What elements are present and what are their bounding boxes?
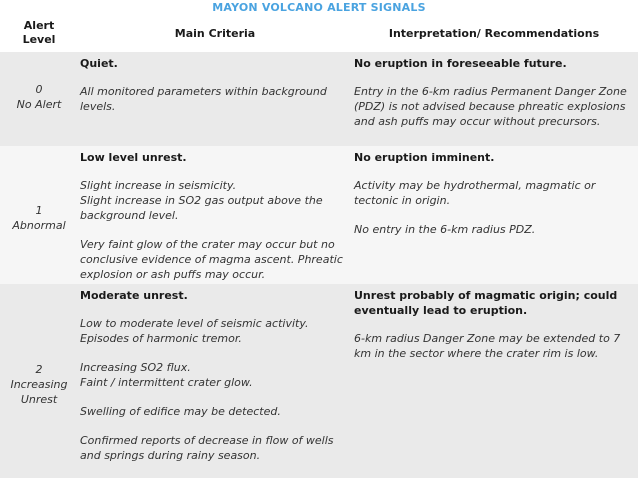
level-cell [0,362,78,407]
interpretation-text: No entry in the 6-km radius PDZ. [354,223,536,236]
interpretation-text: Activity may be hydrothermal, magmatic or tectonic in origin. [354,179,596,207]
criteria-text: Increasing SO2 flux. [80,361,191,374]
table-row-level-2 [0,284,638,478]
header-interpretation: Interpretation/ Recommendations [388,27,600,40]
level-number: 0 [35,83,43,96]
level-cell [0,203,78,233]
level-name: Abnormal [12,219,66,232]
interpretation-text: 6-km radius Danger Zone may be extended to 7 km in the sector where the crater rim is low. [354,332,621,360]
criteria-text: Faint / intermittent crater glow. [80,376,253,389]
criteria-text: Confirmed reports of decrease in flow of wells and springs during rainy season. [80,434,334,462]
criteria-text: Low to moderate level of seismic activity. Episodes of harmonic tremor. [80,317,309,345]
header-main-criteria: Main Criteria [174,27,256,40]
page-title: MAYON VOLCANO ALERT SIGNALS [212,1,426,14]
interpretation-heading: No eruption imminent. [354,151,495,164]
criteria-cell [80,146,352,282]
criteria-heading: Quiet. [80,57,118,70]
interpretation-cell [354,52,636,129]
level-name: Increasing Unrest [10,378,68,406]
interpretation-cell [354,146,636,237]
interpretation-heading: Unrest probably of magmatic origin; could eventually lead to eruption. [354,289,618,317]
criteria-cell [80,284,352,463]
criteria-text: Slight increase in SO2 gas output above the background level. [80,194,323,222]
interpretation-cell [354,284,636,361]
header-alert-level: Alert Level [22,19,56,46]
criteria-heading: Moderate unrest. [80,289,188,302]
interpretation-text: Entry in the 6-km radius Permanent Danger Zone (PDZ) is not advised because phreatic explosions and ash puffs may occur without precursors. [354,85,627,128]
criteria-text: Very faint glow of the crater may occur but no conclusive evidence of magma ascent. Phreatic explosion or ash puffs may occur. [80,238,343,281]
table-row-level-1 [0,146,638,284]
table-row-level-0 [0,52,638,146]
level-name: No Alert [16,98,62,111]
criteria-text: Slight increase in seismicity. [80,179,237,192]
criteria-text: All monitored parameters within background levels. [80,85,327,113]
criteria-cell [80,52,352,114]
level-number: 2 [35,363,43,376]
criteria-heading: Low level unrest. [80,151,187,164]
level-cell [0,82,78,112]
criteria-text: Swelling of edifice may be detected. [80,405,281,418]
level-number: 1 [35,204,43,217]
interpretation-heading: No eruption in foreseeable future. [354,57,567,70]
